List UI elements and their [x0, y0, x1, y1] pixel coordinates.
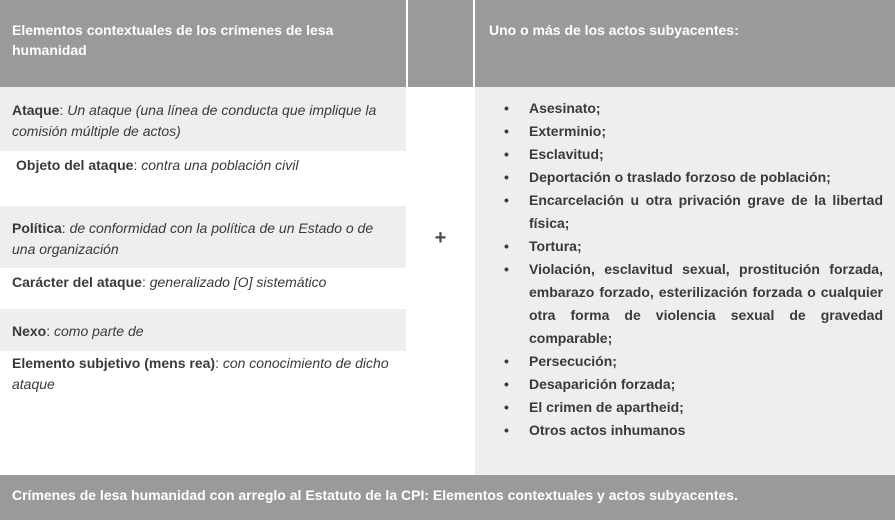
act-list-item: [500, 120, 883, 143]
act-list-item: [500, 97, 883, 120]
act-list-item: [500, 373, 883, 396]
element-label: Elemento subjetivo (mens rea): [12, 355, 216, 371]
element-label: Política: [12, 220, 62, 236]
element-text: generalizado [O] sistemático: [149, 274, 327, 290]
act-text: Deportación o traslado forzoso de población;: [529, 169, 831, 185]
element-text: como parte de: [54, 323, 144, 339]
act-list-item: [500, 396, 883, 419]
element-label: Nexo: [12, 323, 47, 339]
act-text: Tortura;: [529, 238, 582, 254]
operator-column: [408, 87, 473, 475]
element-text: contra una población civil: [141, 157, 299, 173]
table-caption: Crímenes de lesa humanidad con arreglo al Estatuto de la CPI: Elementos contextuales y actos subyacentes.: [0, 475, 895, 520]
header-contextual-elements: Elementos contextuales de los crímenes de lesa humanidad: [0, 0, 406, 87]
act-text: Persecución;: [529, 353, 617, 369]
element-row-ataque: Ataque: Un ataque (una línea de conducta que implique la comisión múltiple de actos): [0, 87, 406, 151]
bullet-icon: •: [504, 399, 509, 415]
bullet-icon: •: [504, 261, 509, 277]
bullet-icon: •: [504, 169, 509, 185]
act-text: Encarcelación u otra privación grave de la libertad física;: [529, 192, 883, 231]
act-list-item: [500, 258, 883, 350]
element-text: de conformidad con la política de un Estado o de una organización: [12, 220, 374, 257]
plus-operator: +: [434, 227, 447, 249]
bullet-icon: •: [504, 376, 509, 392]
bullet-icon: •: [504, 422, 509, 438]
act-list-item: [500, 235, 883, 258]
element-text: Un ataque (una línea de conducta que implique la comisión múltiple de actos): [12, 102, 377, 139]
header-underlying-acts: Uno o más de los actos subyacentes:: [475, 0, 895, 87]
act-list-item: [500, 350, 883, 373]
underlying-acts-list: [475, 87, 895, 475]
act-text: El crimen de apartheid;: [529, 399, 684, 415]
bullet-icon: •: [504, 192, 509, 208]
act-text: Asesinato;: [529, 100, 601, 116]
act-list-item: [500, 419, 883, 442]
act-text: Violación, esclavitud sexual, prostitución forzada, embarazo forzado, esterilización forzada o cualquier otra forma de violencia sexual de gravedad comparable;: [529, 261, 883, 346]
element-label: Ataque: [12, 102, 60, 118]
bullet-icon: •: [504, 238, 509, 254]
act-list-item: [500, 143, 883, 166]
bullet-icon: •: [504, 146, 509, 162]
act-text: Esclavitud;: [529, 146, 604, 162]
element-row-caracter: Carácter del ataque: generalizado [O] sistemático: [12, 274, 327, 290]
element-row-subjetivo: Elemento subjetivo (mens rea): con conocimiento de dicho ataque: [12, 355, 389, 392]
act-text: Exterminio;: [529, 123, 607, 139]
element-row-politica: Política: de conformidad con la política de un Estado o de una organización: [0, 206, 406, 268]
header-operator-cell: [408, 0, 473, 87]
act-text: Desaparición forzada;: [529, 376, 676, 392]
element-row-objeto: Objeto del ataque: contra una población civil: [16, 157, 299, 173]
act-list-item: [500, 189, 883, 235]
bullet-icon: •: [504, 123, 509, 139]
element-text: con conocimiento de dicho ataque: [12, 355, 389, 392]
act-text: Otros actos inhumanos: [529, 422, 686, 438]
element-label: Carácter del ataque: [12, 274, 142, 290]
bullet-icon: •: [504, 100, 509, 116]
element-row-nexo: Nexo: como parte de: [0, 309, 406, 351]
element-label: Objeto del ataque: [16, 157, 134, 173]
act-list-item: [500, 166, 883, 189]
bullet-icon: •: [504, 353, 509, 369]
